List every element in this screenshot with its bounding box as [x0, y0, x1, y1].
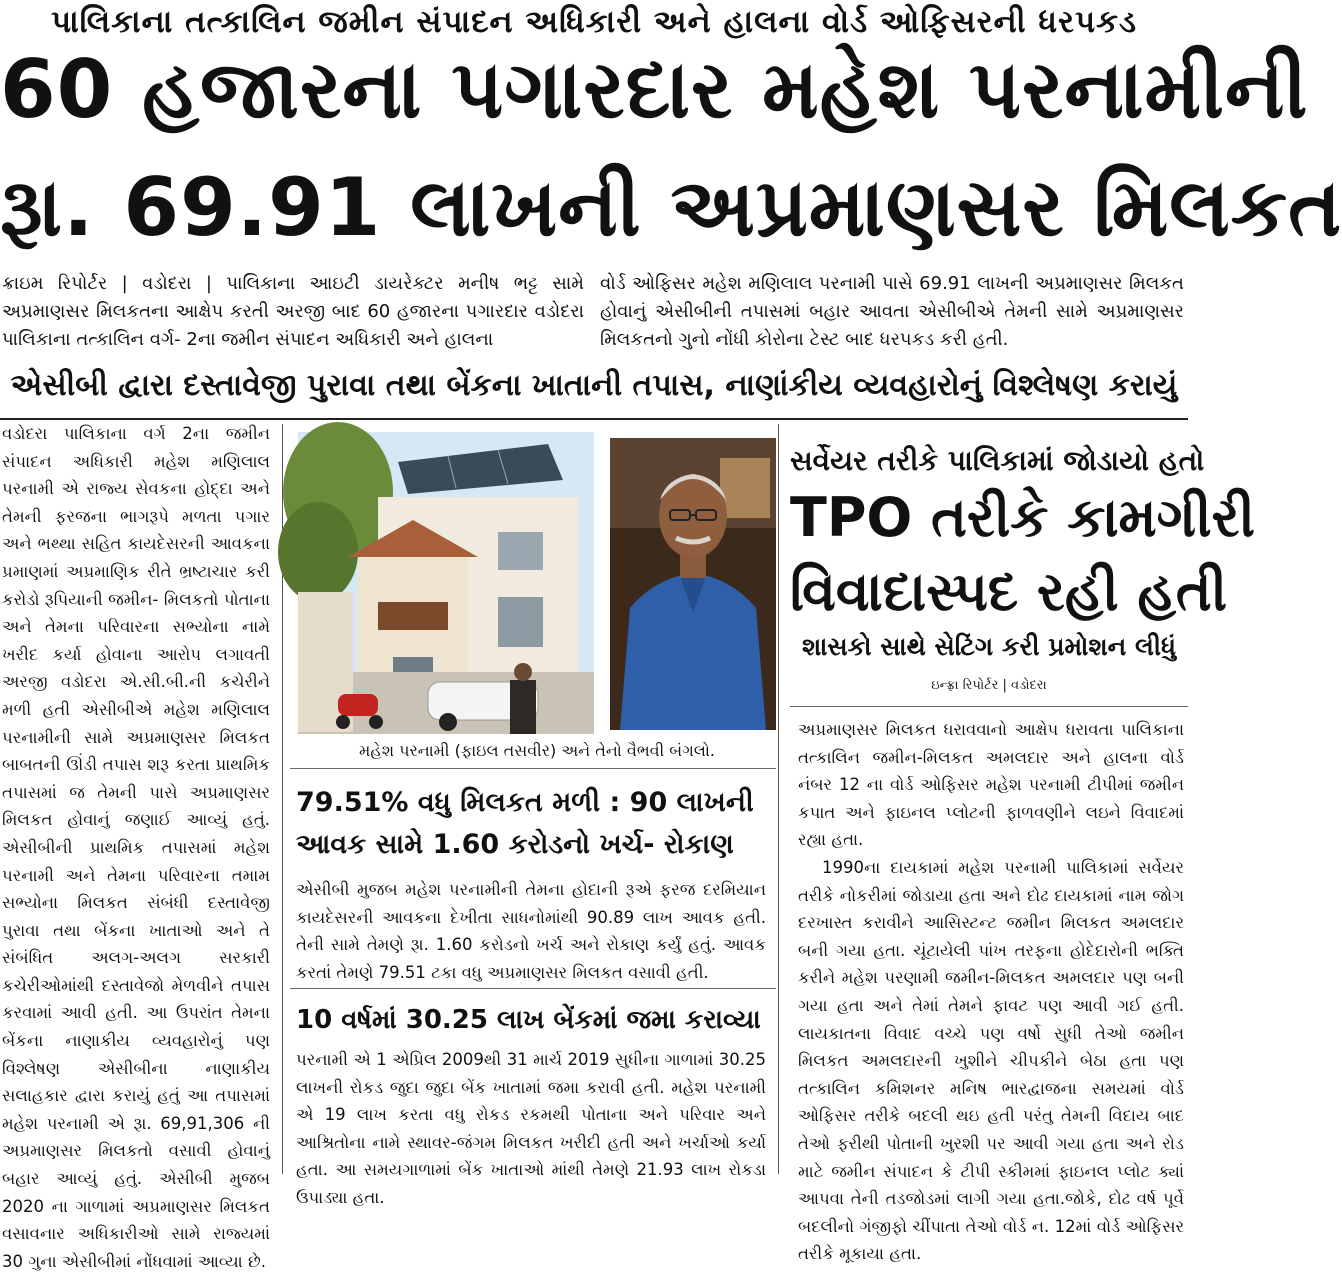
portrait-photo — [610, 438, 776, 730]
box1-title: 79.51% વધુ મિલકત મળી : 90 લાખની આવક સામે 1.60 કરોડનો ખર્ચ- રોકાણ — [296, 787, 754, 860]
main-headline-line1: 60 હજારના પગારદાર મહેશ પરનામીની — [0, 43, 1309, 136]
sidebar-paragraph-2: 1990ના દાયકામાં મહેશ પરનામી પાલિકામાં સર્વેયર તરીકે નોકરીમાં જોડાયા હતા અને દોઢ દાયકામાં નામ જોગ દરખાસ્ત કરાવીને આસિસ્ટન્ટ જમીન મિલકત અમલદાર બની ગયા હતા. ચૂંટાયેલી પાંખ તરફના હોદેદારોની ભક્તિ કરીને મહેશ પરણામી જમીન-મિલકત અમલદાર પણ બની ગયા હતા અને તેમાં તેમને ફાવટ પણ આવી ગઈ હતી. લાયકાતના વિવાદ વચ્ચે પણ વર્ષો સુધી તેઓ જમીન મિલકત અમલદારની ખુશીને ચીપકીને બેઠા હતા પણ તત્કાલિન કમિશનર મનિષ ભારદ્વાજના સમયમાં વોર્ડ ઓફિસર તરીકે બદલી થઇ હતી પરંતુ તેમની વિદાય બાદ તેઓ ફરીથી પોતાની ખુરશી પર આવી ગયા હતા અને રોડ માટે જમીન સંપાદન કે ટીપી સ્કીમમાં ફાઇનલ પ્લોટ ક્યાં આપવા તેની તડજોડમાં લાગી ગયા હતા.જોકે, દોઢ વર્ષ પૂર્વે બદલીનો ગંજીફો ચીંપાતા તેઓ વોર્ડ ન. 12માં વોર્ડ ઓફિસર તરીકે મૂકાયા હતા. — [798, 857, 1184, 1264]
sub-headline: એસીબી દ્વારા દસ્તાવેજી પુરાવા તથા બેંકના ખાતાની તપાસ, નાણાંકીય વ્યવહારોનું વિશ્લેષણ કરાયું — [10, 368, 1178, 403]
sidebar-headline-line2: વિવાદાસ્પદ રહી હતી — [790, 560, 1228, 623]
sidebar-body — [798, 716, 1184, 1264]
left-column — [2, 420, 270, 1271]
box1-body: એસીબી મુજબ મહેશ પરનામીની તેમના હોદાની રૂએ ફરજ દરમિયાન કાયદેસરની આવકના દેખીતા સાધનોમાંથી 90.89 લાખ આવક હતી. તેની સામે તેમણે રૂા. 1.60 કરોડનો ખર્ચ અને રોકાણ કર્યું હતું. આવક કરતાં તેમણે 79.51 ટકા વધુ અપ્રમાણસર મિલકત વસાવી હતી. — [296, 880, 766, 982]
intro-left-text: ક્રાઇમ રિપોર્ટર | વડોદરા | પાલિકાના આઇટી ડાયરેક્ટર મનીષ ભટ્ટ સામે અપ્રમાણસર મિલકતના આક્ષેપ કરતી અરજી બાદ 60 હજારના પગારદાર વડોદરા પાલિકાના તત્કાલિન વર્ગ- 2ના જમીન સંપાદન અધિકારી અને હાલના — [2, 273, 584, 350]
box2-body: પરનામી એ 1 એપ્રિલ 2009થી 31 માર્ચ 2019 સુધીના ગાળામાં 30.25 લાખની રોકડ જુદા જુદા બેંક ખાતામાં જમા કરાવી હતી. મહેશ પરનામી એ 19 લાખ કરતા વધુ રોકડ રકમથી પોતાના અને પરિવાર અને આશ્રિતોના નામે સ્થાવર-જંગમ મિલકત ખરીદી હતી અને ખર્ચાઓ કર્યા હતા. આ સમયગાળામાં બેંક ખાતાઓ માંથી તેમણે 21.93 લાખ રોકડા ઉપાડ્યા હતા. — [296, 1050, 766, 1207]
sidebar-byline: ઇન્ફ્રા રિપોર્ટર | વડોદરા — [931, 678, 1047, 693]
sidebar-headline-line1: TPO તરીકે કામગીરી — [790, 486, 1255, 549]
house-photo — [298, 432, 594, 734]
photo-caption: મહેશ પરનામી (ફાઇલ તસવીર) અને તેનો વૈભવી બંગલો. — [359, 741, 715, 760]
sidebar-subheadline: શાસકો સાથે સેટિંગ કરી પ્રમોશન લીધું — [801, 632, 1177, 661]
sidebar-rule — [790, 706, 1188, 707]
sidebar-paragraph-1: અપ્રમાણસર મિલકત ધરાવવાનો આક્ષેપ ધરાવતા પાલિકાના તત્કાલિન જમીન-મિલકત અમલદાર અને હાલના વોર્ડ નંબર 12 ના વોર્ડ ઓફિસર મહેશ પરનામી ટીપીમાં જમીન કપાત અને ફાઇનલ પ્લોટની ફાળવણીને લઇને વિવાદમાં રહ્યા હતા. — [798, 720, 1184, 850]
box2-title: 10 વર્ષમાં 30.25 લાખ બેંકમાં જમા કરાવ્યા — [296, 1005, 761, 1035]
left-column-text: વડોદરા પાલિકાના વર્ગ 2ના જમીન સંપાદન અધિકારી મહેશ મણિલાલ પરનામી એ રાજ્ય સેવકના હોદ્દા અને તેમની ફરજના ભાગરૂપે મળતા પગાર અને ભથ્થા સહિત કાયદેસરની આવકના પ્રમાણમાં અપ્રમાણિક રીતે ભ્રષ્ટાચાર કરી કરોડો રૂપિયાની જમીન- મિલકતો પોતાના અને તેમના પરિવારના સભ્યોના નામે ખરીદ કર્યા હોવાના આરોપ લગાવતી અરજી વડોદરા એ.સી.બી.ની કચેરીને મળી હતી એસીબીએ મહેશ મણિલાલ પરનામીની સામે અપ્રમાણસર મિલકત બાબતની ઊંડી તપાસ શરૂ કરતા પ્રાથમિક તપાસમાં જ તેમની પાસે અપ્રમાણસર મિલકત હોવાનું જણાઈ આવ્યું હતું. એસીબીની પ્રાથમિક તપાસમાં મહેશ પરનામી અને તેમના પરિવારના તમામ સભ્યોના મિલકત સંબંધી દસ્તાવેજી પુરાવા તથા બેંકના ખાતાઓ અને તે સંબંધિત અલગ-અલગ સરકારી કચેરીઓમાંથી દસ્તાવેજો મેળવીને તપાસ કરવામાં આવી હતી. આ ઉપરાંત તેમના બેંકના નાણાકીય વ્યવહારોનું પણ વિશ્લેષણ એસીબીના નાણાકીય સલાહકાર દ્વારા કરાયું હતું આ તપાસમાં મહેશ પરનામી એ રૂા. 69,91,306 ની અપ્રમાણસર મિલકતો વસાવી હોવાનું બહાર આવ્યું હતું. એસીબી મુજબ 2020 ના ગાળામાં અપ્રમાણસર મિલકત વસાવનાર અધિકારીઓ સામે રાજ્યમાં 30 ગુના એસીબીમાં નોંધવામાં આવ્યા છે. — [2, 424, 270, 1271]
caption-rule — [290, 768, 776, 769]
column-divider-right — [778, 424, 779, 1174]
intro-left — [2, 270, 584, 358]
sidebar-kicker: સર્વેયર તરીકે પાલિકામાં જોડાયો હતો — [790, 444, 1205, 477]
box-divider — [290, 988, 776, 989]
intro-right-text: વોર્ડ ઓફિસર મહેશ મણિલાલ પરનામી પાસે 69.91 લાખની અપ્રમાણસર મિલકત હોવાનું એસીબીની તપાસમાં બહાર આવતા એસીબીએ તેમની સામે અપ્રમાણસર મિલકતનો ગુનો નોંધી કોરોના ટેસ્ટ બાદ ધરપકડ કરી હતી. — [600, 273, 1184, 350]
kicker-headline: પાલિકાના તત્કાલિન જમીન સંપાદન અધિકારી અને હાલના વોર્ડ ઓફિસરની ધરપકડ — [50, 3, 1138, 40]
intro-right — [600, 270, 1184, 358]
main-headline-line2: રૂા. 69.91 લાખની અપ્રમાણસર મિલકત — [0, 161, 1342, 254]
